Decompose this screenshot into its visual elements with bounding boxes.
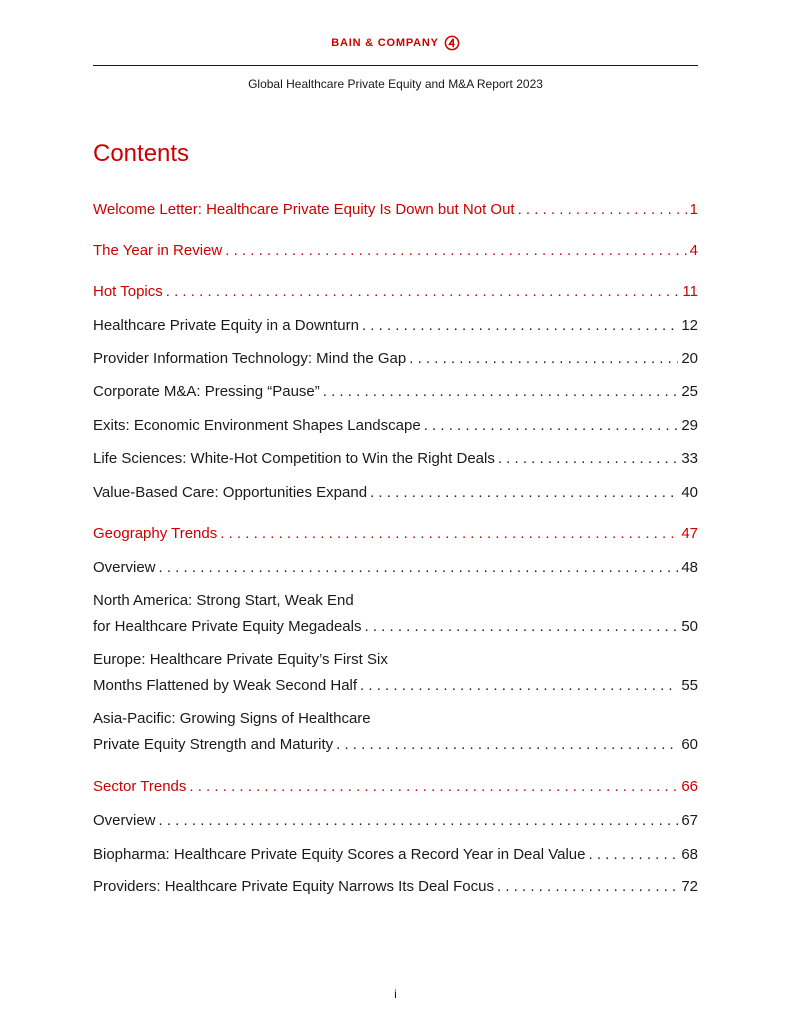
- toc-page-number: 67: [681, 812, 698, 829]
- toc-entry-first-line: Europe: Healthcare Private Equity’s First Six: [93, 651, 388, 668]
- toc-item[interactable]: [93, 845, 698, 865]
- dot-leader: [166, 282, 680, 302]
- toc-entry-label: Corporate M&A: Pressing “Pause”: [93, 383, 320, 400]
- report-title: Global Healthcare Private Equity and M&A Report 2023: [248, 77, 543, 91]
- toc-entry-label: Hot Topics: [93, 283, 163, 300]
- toc-entry-label: Private Equity Strength and Maturity: [93, 736, 334, 753]
- toc-section[interactable]: [93, 200, 698, 220]
- toc-entry-label: for Healthcare Private Equity Megadeals: [93, 618, 362, 635]
- toc-item[interactable]: [93, 735, 698, 755]
- toc-page-number: 48: [681, 559, 698, 576]
- dot-leader: [498, 449, 678, 469]
- toc-entry-label: Life Sciences: White-Hot Competition to Win the Right Deals: [93, 450, 495, 467]
- toc-entry-label: Months Flattened by Weak Second Half: [93, 677, 358, 694]
- toc-item[interactable]: [93, 877, 698, 897]
- dot-leader: [409, 349, 678, 369]
- toc-item[interactable]: [93, 676, 698, 696]
- dot-leader: [336, 735, 678, 755]
- toc-section[interactable]: [93, 282, 698, 302]
- dot-leader: [497, 877, 678, 897]
- toc-entry-label: Providers: Healthcare Private Equity Narrows Its Deal Focus: [93, 878, 494, 895]
- toc-section[interactable]: [93, 524, 698, 544]
- bain-logo-icon: [444, 35, 460, 51]
- toc-page-number: 40: [681, 484, 698, 501]
- toc-page-number: 47: [681, 525, 698, 542]
- toc-item[interactable]: [93, 316, 698, 336]
- toc-entry-first-line: Asia-Pacific: Growing Signs of Healthcare: [93, 710, 371, 727]
- toc-page-number: 29: [681, 417, 698, 434]
- toc-entry-label: Exits: Economic Environment Shapes Landscape: [93, 417, 421, 434]
- dot-leader: [370, 483, 678, 503]
- dot-leader: [225, 241, 686, 261]
- toc-item[interactable]: [93, 483, 698, 503]
- toc-item[interactable]: [93, 617, 698, 637]
- dot-leader: [360, 676, 678, 696]
- page-title: Contents: [93, 140, 190, 168]
- toc-item[interactable]: [93, 811, 698, 831]
- dot-leader: [364, 617, 678, 637]
- dot-leader: [189, 777, 678, 797]
- dot-leader: [424, 416, 679, 436]
- toc-page-number: 33: [681, 450, 698, 467]
- page-number: i: [394, 987, 397, 1001]
- toc-entry-label: Value-Based Care: Opportunities Expand: [93, 484, 368, 501]
- toc-section[interactable]: [93, 241, 698, 261]
- toc-page-number: 50: [681, 618, 698, 635]
- toc-page-number: 68: [681, 846, 698, 863]
- dot-leader: [159, 558, 679, 578]
- toc-entry-label: The Year in Review: [93, 242, 223, 259]
- toc-page-number: 66: [681, 778, 698, 795]
- toc-page-number: 55: [681, 677, 698, 694]
- toc-item[interactable]: [93, 558, 698, 578]
- toc-page-number: 20: [681, 350, 698, 367]
- dot-leader: [159, 811, 679, 831]
- brand-header: [0, 34, 791, 52]
- toc-entry-first-line: North America: Strong Start, Weak End: [93, 592, 354, 609]
- toc-entry-label: Healthcare Private Equity in a Downturn: [93, 317, 359, 334]
- toc-page-number: 4: [689, 242, 698, 259]
- dot-leader: [362, 316, 678, 336]
- toc-item[interactable]: [93, 382, 698, 402]
- toc-entry-label: Provider Information Technology: Mind the Gap: [93, 350, 407, 367]
- toc-page-number: 12: [681, 317, 698, 334]
- toc-entry-label: Overview: [93, 812, 156, 829]
- toc-page-number: 60: [681, 736, 698, 753]
- toc-page-number: 1: [689, 201, 698, 218]
- toc-item[interactable]: [93, 416, 698, 436]
- dot-leader: [518, 200, 687, 220]
- toc-page-number: 11: [682, 283, 698, 300]
- toc-page-number: 72: [681, 878, 698, 895]
- toc-section[interactable]: [93, 777, 698, 797]
- toc-item[interactable]: [93, 449, 698, 469]
- dot-leader: [323, 382, 679, 402]
- toc-entry-label: Overview: [93, 559, 156, 576]
- toc-entry-label: Sector Trends: [93, 778, 187, 795]
- toc-entry-label: Biopharma: Healthcare Private Equity Scores a Record Year in Deal Value: [93, 846, 586, 863]
- brand-name: BAIN & COMPANY: [331, 37, 439, 49]
- dot-leader: [589, 845, 679, 865]
- toc-page-number: 25: [681, 383, 698, 400]
- toc-item[interactable]: [93, 349, 698, 369]
- dot-leader: [220, 524, 678, 544]
- toc-entry-label: Geography Trends: [93, 525, 218, 542]
- header-divider: [93, 65, 698, 66]
- toc-entry-label: Welcome Letter: Healthcare Private Equity Is Down but Not Out: [93, 201, 515, 218]
